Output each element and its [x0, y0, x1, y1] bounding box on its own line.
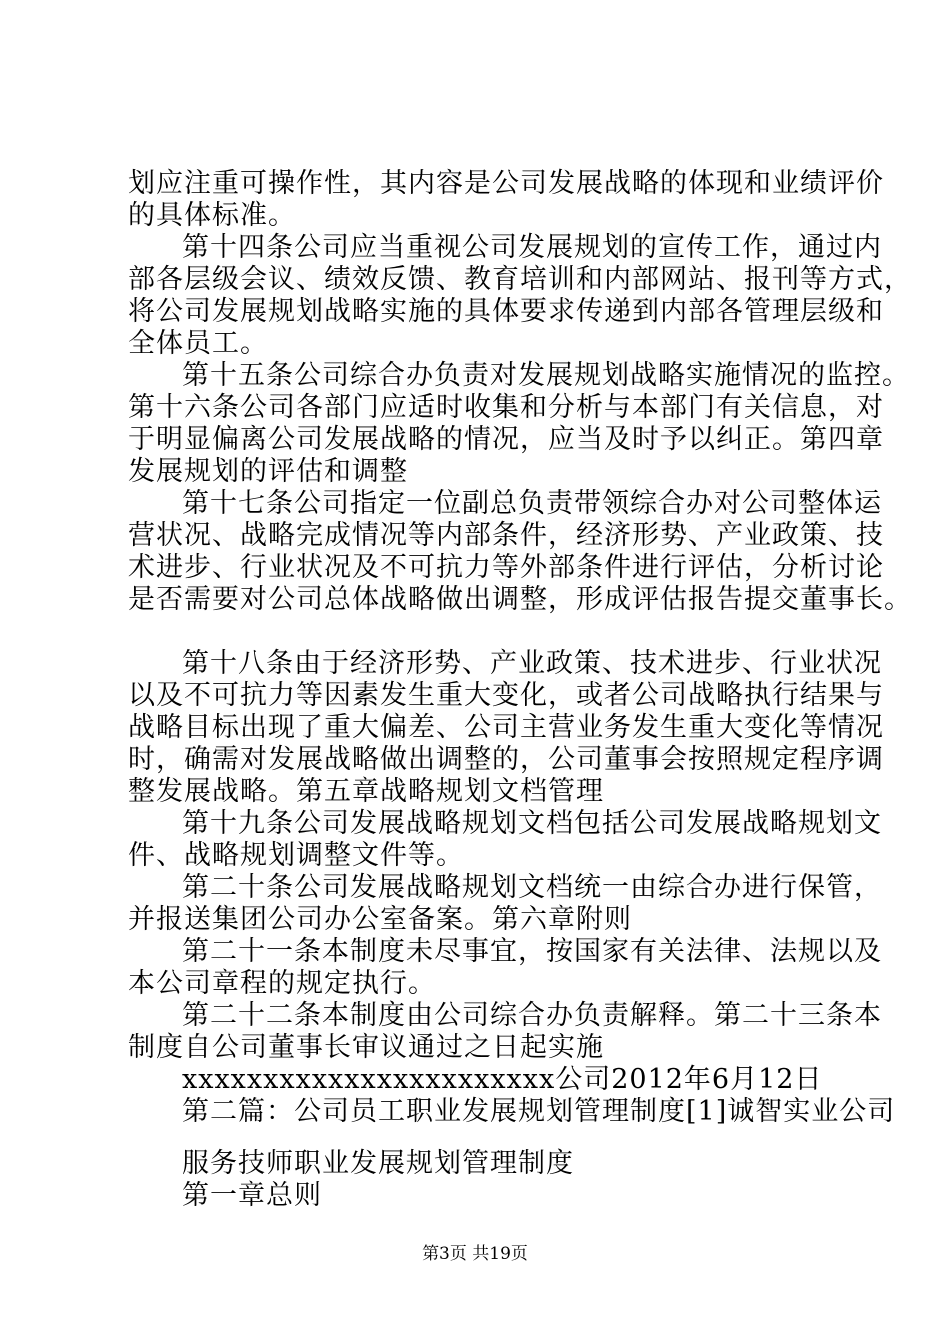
text-line: 战略目标出现了重大偏差、公司主营业务发生重大变化等情况 — [128, 712, 884, 743]
text-line: 术进步、行业状况及不可抗力等外部条件进行评估，分析讨论 — [128, 552, 884, 583]
text-line: 第二十条公司发展战略规划文档统一由综合办进行保管， — [182, 872, 882, 903]
text-line: 件、战略规划调整文件等。 — [128, 840, 464, 871]
text-line: 营状况、战略完成情况等内部条件，经济形势、产业政策、技 — [128, 520, 884, 551]
paragraph-gap — [128, 616, 828, 648]
text-line: 并报送集团公司办公室备案。第六章附则 — [128, 904, 632, 935]
text-line: 制度自公司董事长审议通过之日起实施 — [128, 1032, 604, 1063]
text-line: 部各层级会议、绩效反馈、教育培训和内部网站、报刊等方式， — [128, 264, 912, 295]
document-body — [128, 168, 912, 1212]
page-footer: 第3页 共19页 — [422, 1244, 528, 1264]
text-line: xxxxxxxxxxxxxxxxxxxxxxx公司2012年6月12日 — [182, 1064, 823, 1095]
text-line: 第一章总则 — [182, 1180, 322, 1211]
text-line: 第十四条公司应当重视公司发展规划的宣传工作，通过内 — [182, 232, 882, 263]
text-line: 第十九条公司发展战略规划文档包括公司发展战略规划文 — [182, 808, 882, 839]
text-line: 是否需要对公司总体战略做出调整，形成评估报告提交董事长。 — [128, 584, 912, 615]
text-line: 第十五条公司综合办负责对发展规划战略实施情况的监控。 — [182, 360, 910, 391]
paragraph-gap — [128, 1128, 828, 1148]
text-line: 于明显偏离公司发展战略的情况，应当及时予以纠正。第四章 — [128, 424, 884, 455]
text-line: 第十七条公司指定一位副总负责带领综合办对公司整体运 — [182, 488, 882, 519]
text-line: 发展规划的评估和调整 — [128, 456, 408, 487]
text-line: 本公司章程的规定执行。 — [128, 968, 436, 999]
text-line: 第二十二条本制度由公司综合办负责解释。第二十三条本 — [182, 1000, 882, 1031]
text-line: 第十六条公司各部门应适时收集和分析与本部门有关信息，对 — [128, 392, 884, 423]
text-line: 第十八条由于经济形势、产业政策、技术进步、行业状况 — [182, 648, 882, 679]
text-line: 全体员工。 — [128, 328, 268, 359]
text-line: 服务技师职业发展规划管理制度 — [182, 1148, 574, 1179]
text-line: 整发展战略。第五章战略规划文档管理 — [128, 776, 604, 807]
text-line: 时，确需对发展战略做出调整的，公司董事会按照规定程序调 — [128, 744, 884, 775]
text-line: 的具体标准。 — [128, 200, 296, 231]
text-line: 将公司发展规划战略实施的具体要求传递到内部各管理层级和 — [128, 296, 884, 327]
text-line: 以及不可抗力等因素发生重大变化，或者公司战略执行结果与 — [128, 680, 884, 711]
text-line: 第二十一条本制度未尽事宜，按国家有关法律、法规以及 — [182, 936, 882, 967]
text-line: 划应注重可操作性，其内容是公司发展战略的体现和业绩评价 — [128, 168, 884, 199]
text-line: 第二篇：公司员工职业发展规划管理制度[1]诚智实业公司 — [182, 1096, 896, 1127]
